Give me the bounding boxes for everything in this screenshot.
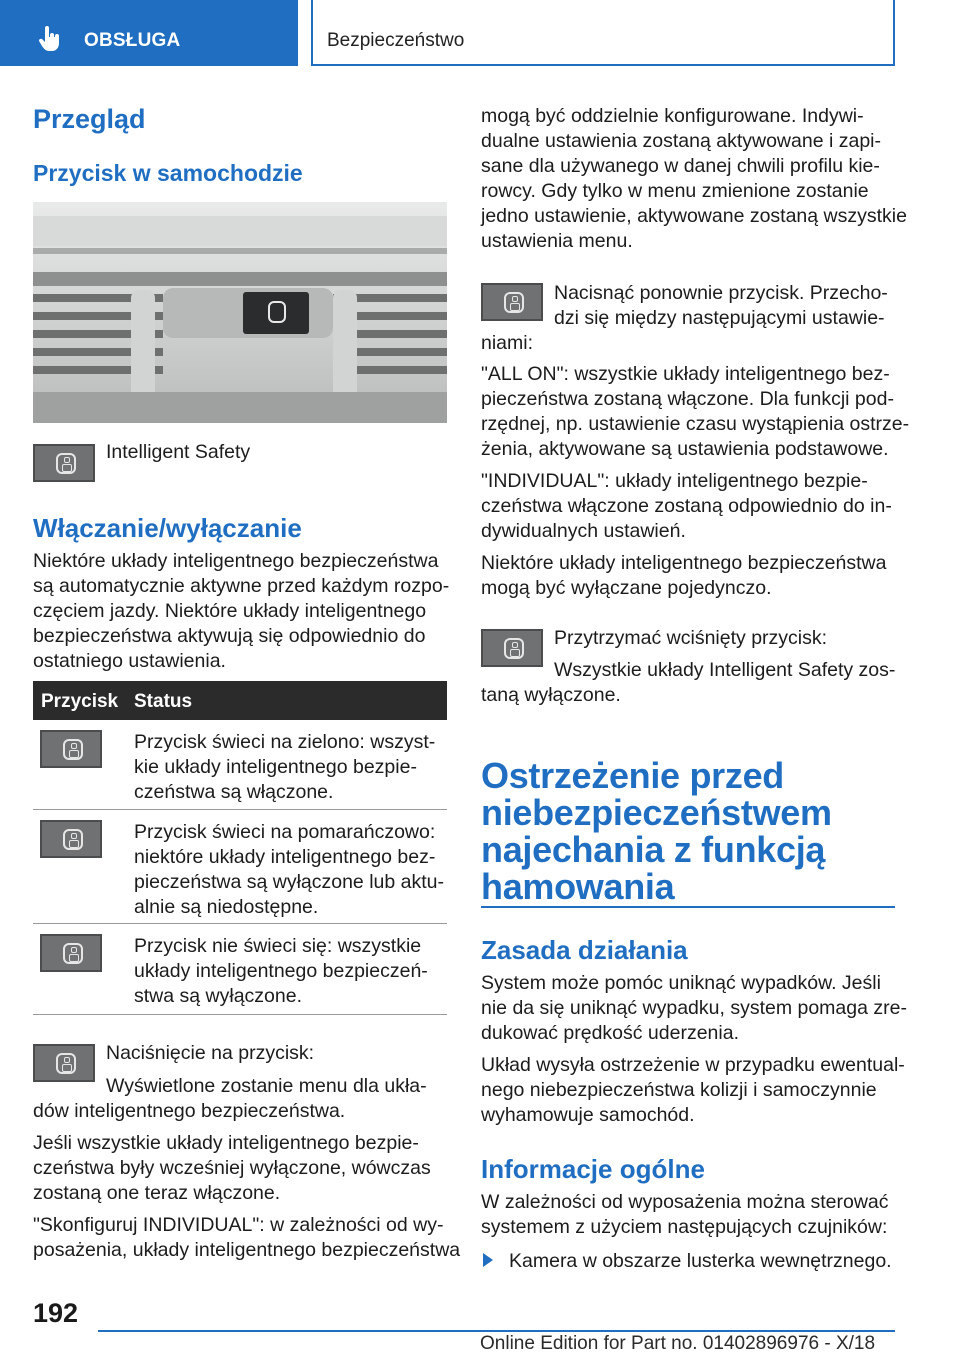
text-line: zostaną one teraz włączone. xyxy=(33,1182,281,1204)
text-line: żenia, aktywowane są ustawienia podstawowe. xyxy=(481,438,889,460)
text-line: "Skonfiguruj INDIVIDUAL": w zależności od wy- xyxy=(33,1214,444,1236)
hold-line: Przytrzymać wciśnięty przycisk: xyxy=(554,627,828,649)
press-line: dów inteligentnego bezpieczeństwa. xyxy=(33,1100,346,1122)
icon-caption: Intelligent Safety xyxy=(106,441,251,463)
text-line: Przycisk nie świeci się: wszystkie xyxy=(134,935,422,957)
intelligent-safety-button-icon xyxy=(481,283,543,321)
chapter-header xyxy=(311,0,895,66)
all-on-paragraph xyxy=(481,362,909,462)
text-line: systemem z użyciem następujących czujników: xyxy=(481,1216,888,1238)
text-line: częciem jazdy. Niektóre układy inteligentnego xyxy=(33,600,427,622)
section-divider xyxy=(481,906,895,908)
text-line: są automatycznie aktywne przed każdym rozpo- xyxy=(33,575,450,597)
section-title xyxy=(481,757,832,905)
table-bottom-divider xyxy=(33,1014,447,1015)
table-row-status xyxy=(134,934,428,1009)
some-off-paragraph xyxy=(481,551,886,601)
table-row-status xyxy=(134,820,444,920)
text-line: dywidualnych ustawień. xyxy=(481,520,686,542)
text-line: nego niebezpieczeństwa kolizji i samoczynnie xyxy=(481,1079,877,1101)
text-line: mogą być oddzielnie konfigurowane. Indywi- xyxy=(481,105,864,127)
section-tab[interactable] xyxy=(0,0,298,66)
text-line: posażenia, układy inteligentnego bezpieczeństwa xyxy=(33,1239,461,1261)
text-line: W zależności od wyposażenia można sterować xyxy=(481,1191,889,1213)
page-number: 192 xyxy=(33,1298,79,1328)
button-off-icon xyxy=(40,934,102,972)
press-again-line: Nacisnąć ponownie przycisk. Przecho- xyxy=(554,282,888,304)
page-title: Przegląd xyxy=(33,104,146,134)
subtitle-button-in-car: Przycisk w samochodzie xyxy=(33,160,303,186)
text-line: Jeśli wszystkie układy inteligentnego bezpie- xyxy=(33,1132,419,1154)
text-line: ustawienia menu. xyxy=(481,230,633,252)
text-line: System może pomóc uniknąć wypadków. Jeśli xyxy=(481,972,881,994)
text-line: Niektóre układy inteligentnego bezpieczeństwa xyxy=(33,550,439,572)
text-line: dukować prędkość uderzenia. xyxy=(481,1022,739,1044)
text-line: czeństwa są włączone. xyxy=(134,781,334,803)
principle-paragraph xyxy=(481,971,907,1046)
paragraph xyxy=(33,1213,460,1263)
text-line: pieczeństwa zostaną włączone. Dla funkcji pod- xyxy=(481,388,894,410)
text-line: czeństwa włączone zostaną odpowiednio do in- xyxy=(481,495,892,517)
press-again-line: dzi się między następującymi ustawie- xyxy=(554,307,885,329)
button-orange-icon xyxy=(40,820,102,858)
text-line: alnie są niedostępne. xyxy=(134,896,319,918)
text-line: bezpieczeństwa aktywują się odpowiednio do xyxy=(33,625,426,647)
text-line: wyhamowuje samochód. xyxy=(481,1104,695,1126)
title-line: najechania z funkcją xyxy=(481,829,826,870)
general-heading: Informacje ogólne xyxy=(481,1154,705,1184)
text-line: ostatniego ustawienia. xyxy=(33,650,226,672)
onoff-heading: Włączanie/wyłączanie xyxy=(33,513,302,543)
button-green-icon xyxy=(40,730,102,768)
text-line: czeństwa były wcześniej wyłączone, wówczas xyxy=(33,1157,431,1179)
intelligent-safety-button-icon xyxy=(33,1044,95,1082)
intelligent-safety-button-icon xyxy=(481,629,543,667)
press-line: Wyświetlone zostanie menu dla ukła- xyxy=(106,1075,427,1097)
press-again-line: niami: xyxy=(481,332,534,354)
hold-line: taną wyłączone. xyxy=(481,684,621,706)
column-header-button: Przycisk xyxy=(41,691,119,712)
table-row-status xyxy=(134,730,435,805)
page-header xyxy=(0,0,960,66)
text-line: rzędnej, np. ustawienie czasu wystąpienia ostrze- xyxy=(481,413,910,435)
text-line: "INDIVIDUAL": układy inteligentnego bezpie- xyxy=(481,470,868,492)
text-line: pieczeństwa są wyłączone lub aktu- xyxy=(134,871,444,893)
text-line: Przycisk świeci na zielono: wszyst- xyxy=(134,731,436,753)
bullet-arrow-icon xyxy=(483,1253,493,1267)
status-table-header xyxy=(33,681,447,720)
dashboard-photo xyxy=(33,202,447,423)
paragraph xyxy=(481,104,907,254)
section-tab-label: OBSŁUGA xyxy=(84,30,181,51)
text-line: sane dla używanego w danej chwili profilu kie- xyxy=(481,155,880,177)
table-row-divider xyxy=(33,809,447,810)
footer-rule xyxy=(98,1330,895,1332)
principle-paragraph xyxy=(481,1053,905,1128)
general-paragraph xyxy=(481,1190,889,1240)
text-line: Układ wysyła ostrzeżenie w przypadku ewentual- xyxy=(481,1054,905,1076)
title-line: Ostrzeżenie przed xyxy=(481,755,784,796)
press-line: Naciśnięcie na przycisk: xyxy=(106,1042,315,1064)
chapter-title: Bezpieczeństwo xyxy=(327,30,465,51)
text-line: układy inteligentnego bezpieczeń- xyxy=(134,960,428,982)
title-line: hamowania xyxy=(481,866,675,907)
text-line: Przycisk świeci na pomarańczowo: xyxy=(134,821,436,843)
text-line: kie układy inteligentnego bezpie- xyxy=(134,756,417,778)
text-line: "ALL ON": wszystkie układy inteligentnego bez- xyxy=(481,363,890,385)
paragraph xyxy=(33,1131,431,1206)
hand-pointer-icon xyxy=(38,26,62,52)
table-row-divider xyxy=(33,923,447,924)
column-header-status: Status xyxy=(134,691,193,712)
principle-heading: Zasada działania xyxy=(481,935,688,965)
intelligent-safety-button-icon xyxy=(33,444,95,482)
text-line: niektóre układy inteligentnego bez- xyxy=(134,846,436,868)
text-line: mogą być wyłączane pojedynczo. xyxy=(481,577,772,599)
edition-note: Online Edition for Part no. 01402896976 - X/18 xyxy=(480,1333,876,1354)
text-line: jedno ustawienie, aktywowane zostaną wszystkie xyxy=(481,205,907,227)
individual-paragraph xyxy=(481,469,892,544)
text-line: rowcy. Gdy tylko w menu zmienione zostanie xyxy=(481,180,869,202)
title-line: niebezpieczeństwem xyxy=(481,792,832,833)
bullet-item: Kamera w obszarze lusterka wewnętrznego. xyxy=(509,1250,892,1272)
text-line: nie da się uniknąć wypadku, system pomaga zre- xyxy=(481,997,907,1019)
text-line: dualne ustawienia zostaną aktywowane i zapi- xyxy=(481,130,881,152)
onoff-paragraph xyxy=(33,549,449,674)
text-line: stwa są wyłączone. xyxy=(134,985,302,1007)
text-line: Niektóre układy inteligentnego bezpieczeństwa xyxy=(481,552,887,574)
hold-line: Wszystkie układy Intelligent Safety zos- xyxy=(554,659,896,681)
